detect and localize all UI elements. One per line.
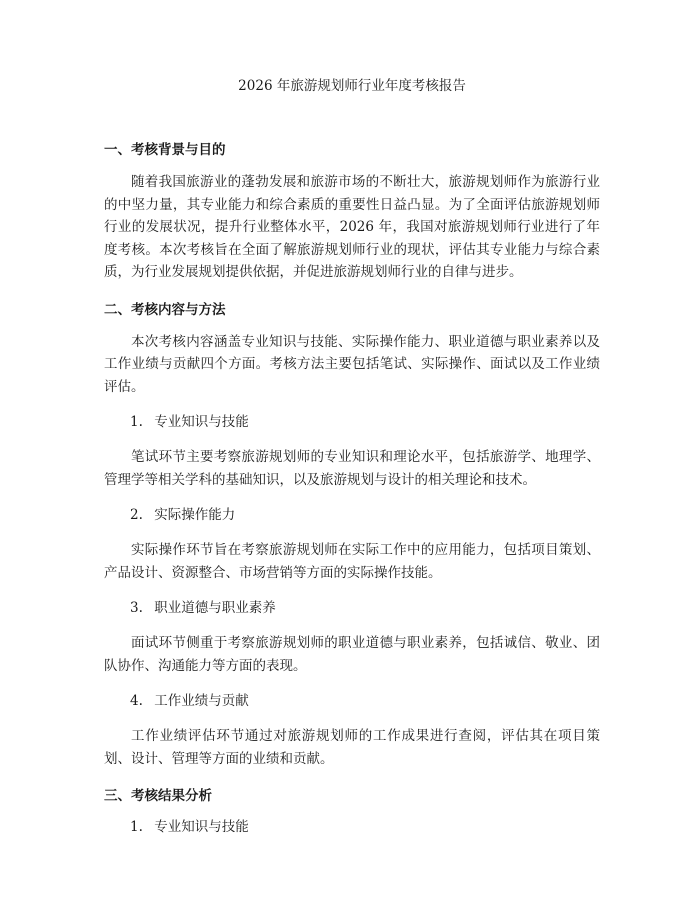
section-paragraph-background: 随着我国旅游业的蓬勃发展和旅游市场的不断壮大，旅游规划师作为旅游行业的中坚力量，其专业能力和综合素质的重要性日益凸显。为了全面评估旅游规划师行业的发展状况，提升行业整体水平，2026 年，我国对旅游规划师行业进行了年度考核。本次考核旨在全面了解旅游规划师行业的现状，评估其专业能力与综合素质，为行业发展规划提供依据，并促进旅游规划师行业的自律与进步。 <box>104 174 600 280</box>
subitem-label: 实际操作能力 <box>154 507 236 523</box>
subitem-paragraph: 实际操作环节旨在考察旅游规划师在实际工作中的应用能力，包括项目策划、产品设计、资源整合、市场营销等方面的实际操作技能。 <box>104 542 600 581</box>
subitem-number: 3. <box>130 600 143 616</box>
subitem-number: 4. <box>130 693 143 709</box>
subitem-paragraph: 工作业绩评估环节通过对旅游规划师的工作成果进行查阅，评估其在项目策划、设计、管理等方面的业绩和贡献。 <box>104 728 600 767</box>
subitem-label: 职业道德与职业素养 <box>154 600 276 616</box>
subitem-heading <box>130 412 600 432</box>
section-heading-background: 一、考核背景与目的 <box>104 142 226 158</box>
subitem-label: 工作业绩与贡献 <box>154 693 249 709</box>
subitem-heading <box>130 505 600 525</box>
section-heading-results: 三、考核结果分析 <box>104 788 212 804</box>
subitem-heading <box>130 691 600 711</box>
subitem-label: 专业知识与技能 <box>154 414 249 430</box>
subitem-heading <box>130 598 600 618</box>
subitem-number: 1. <box>130 819 143 835</box>
subitem-heading <box>130 817 600 837</box>
section-paragraph-content-method: 本次考核内容涵盖专业知识与技能、实际操作能力、职业道德与职业素养以及工作业绩与贡献四个方面。考核方法主要包括笔试、实际操作、面试以及工作业绩评估。 <box>104 333 600 395</box>
subitem-paragraph: 面试环节侧重于考察旅游规划师的职业道德与职业素养，包括诚信、敬业、团队协作、沟通能力等方面的表现。 <box>104 635 600 674</box>
section-heading-content-method: 二、考核内容与方法 <box>104 301 226 318</box>
subitem-paragraph: 笔试环节主要考察旅游规划师的专业知识和理论水平，包括旅游学、地理学、管理学等相关学科的基础知识，以及旅游规划与设计的相关理论和技术。 <box>104 449 600 488</box>
subitem-number: 1. <box>130 414 143 430</box>
subitem-label: 专业知识与技能 <box>154 819 249 835</box>
subitem-number: 2. <box>130 507 143 523</box>
document-title: 2026 年旅游规划师行业年度考核报告 <box>238 78 466 94</box>
